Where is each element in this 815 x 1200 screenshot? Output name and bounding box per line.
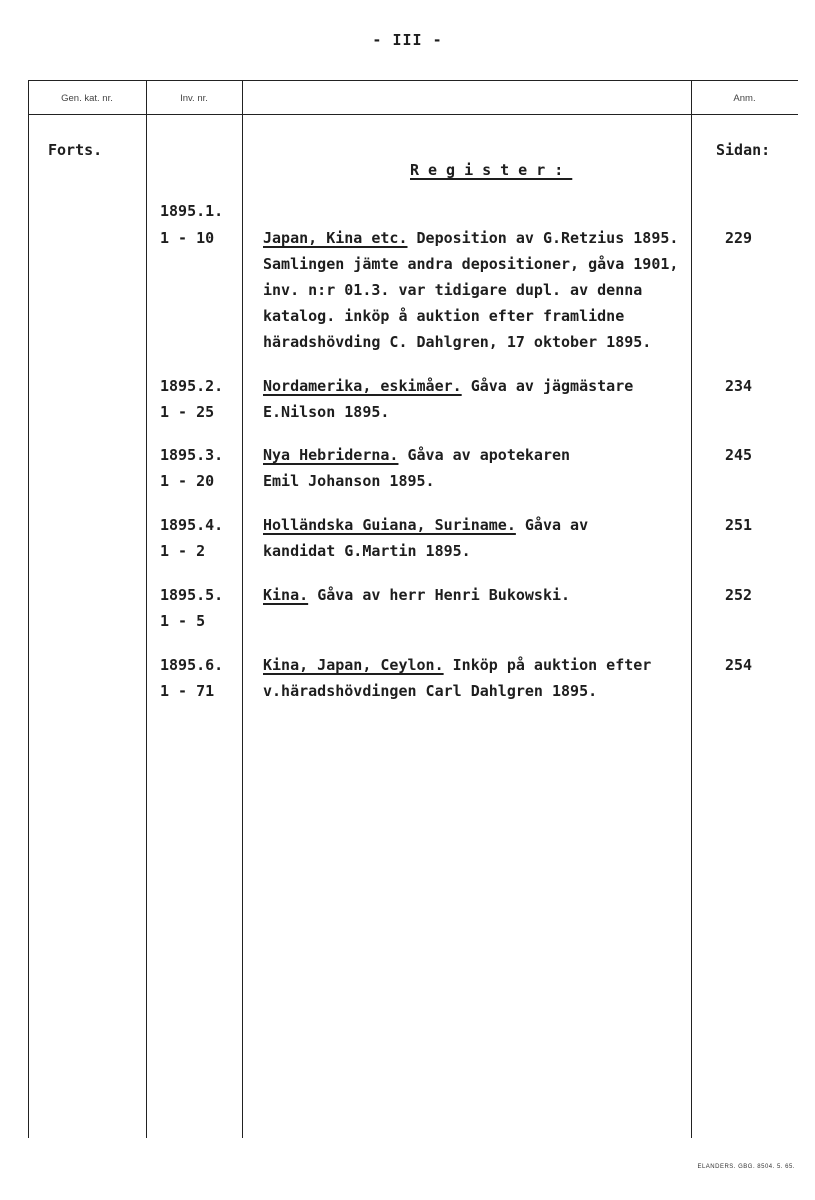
entry-text: Inköp på auktion efter — [452, 656, 652, 674]
entry-line-first — [263, 582, 570, 608]
entry-title: Kina, Japan, Ceylon. — [263, 656, 444, 674]
entry-line: E.Nilson 1895. — [263, 403, 390, 421]
entry-line-first — [263, 225, 678, 251]
entry-title: Japan, Kina etc. — [263, 229, 408, 247]
table-top-rule — [28, 80, 798, 81]
entry-title: Nordamerika, eskimåer. — [263, 377, 462, 395]
inv-year: 1895.6. — [160, 656, 224, 674]
entry-line-first — [263, 442, 570, 468]
continued-note: Forts. — [48, 141, 103, 159]
inv-year: 1895.5. — [160, 586, 224, 604]
page-number: - III - — [372, 31, 443, 49]
entry-text: Deposition av G.Retzius 1895. — [416, 229, 679, 247]
printer-mark: ELANDERS. GBG. 8504. 5. 65. — [697, 1164, 795, 1170]
entry-page: 252 — [725, 586, 753, 604]
entry-text: Gåva av — [524, 516, 589, 534]
inv-year: 1895.2. — [160, 377, 224, 395]
header-inv-nr: Inv. nr. — [180, 93, 208, 104]
column-divider-text-anm — [691, 80, 692, 1138]
inv-range: 1 - 25 — [160, 403, 215, 421]
entry-page: 254 — [725, 656, 753, 674]
entry-text: Gåva av apotekaren — [407, 446, 571, 464]
header-gen-kat-nr: Gen. kat. nr. — [61, 93, 113, 104]
entry-line-first — [263, 373, 633, 399]
inv-range: 1 - 2 — [160, 542, 206, 560]
entry-line: katalog. inköp å auktion efter framlidne — [263, 307, 625, 325]
inv-year: 1895.4. — [160, 516, 224, 534]
header-anm: Anm. — [733, 93, 756, 104]
entry-line: Samlingen jämte andra depositioner, gåva 1901, — [263, 255, 679, 273]
inv-range: 1 - 20 — [160, 472, 215, 490]
register-title: Register: — [410, 161, 573, 179]
entry-line: v.häradshövdingen Carl Dahlgren 1895. — [263, 682, 598, 700]
entry-page: 251 — [725, 516, 753, 534]
entry-title: Kina. — [263, 586, 309, 604]
inv-range: 1 - 10 — [160, 229, 215, 247]
inv-range: 1 - 71 — [160, 682, 215, 700]
entry-line: Emil Johanson 1895. — [263, 472, 435, 490]
column-divider-gen-inv — [146, 80, 147, 1138]
entry-line-first — [263, 652, 651, 678]
header-bottom-rule — [28, 114, 798, 115]
page-column-label: Sidan: — [716, 141, 771, 159]
column-divider-left-edge — [28, 80, 29, 1138]
entry-line: häradshövding C. Dahlgren, 17 oktober 1895. — [263, 333, 652, 351]
entry-page: 234 — [725, 377, 753, 395]
entry-title: Holländska Guiana, Suriname. — [263, 516, 516, 534]
entry-line: inv. n:r 01.3. var tidigare dupl. av denna — [263, 281, 643, 299]
inv-range: 1 - 5 — [160, 612, 206, 630]
inv-year: 1895.3. — [160, 446, 224, 464]
entry-title: Nya Hebriderna. — [263, 446, 399, 464]
column-divider-inv-text — [242, 80, 243, 1138]
entry-line-first — [263, 512, 588, 538]
entry-text: Gåva av herr Henri Bukowski. — [317, 586, 571, 604]
entry-line: kandidat G.Martin 1895. — [263, 542, 471, 560]
entry-page: 229 — [725, 229, 753, 247]
entry-text: Gåva av jägmästare — [470, 377, 634, 395]
entry-page: 245 — [725, 446, 753, 464]
inv-year: 1895.1. — [160, 202, 224, 220]
